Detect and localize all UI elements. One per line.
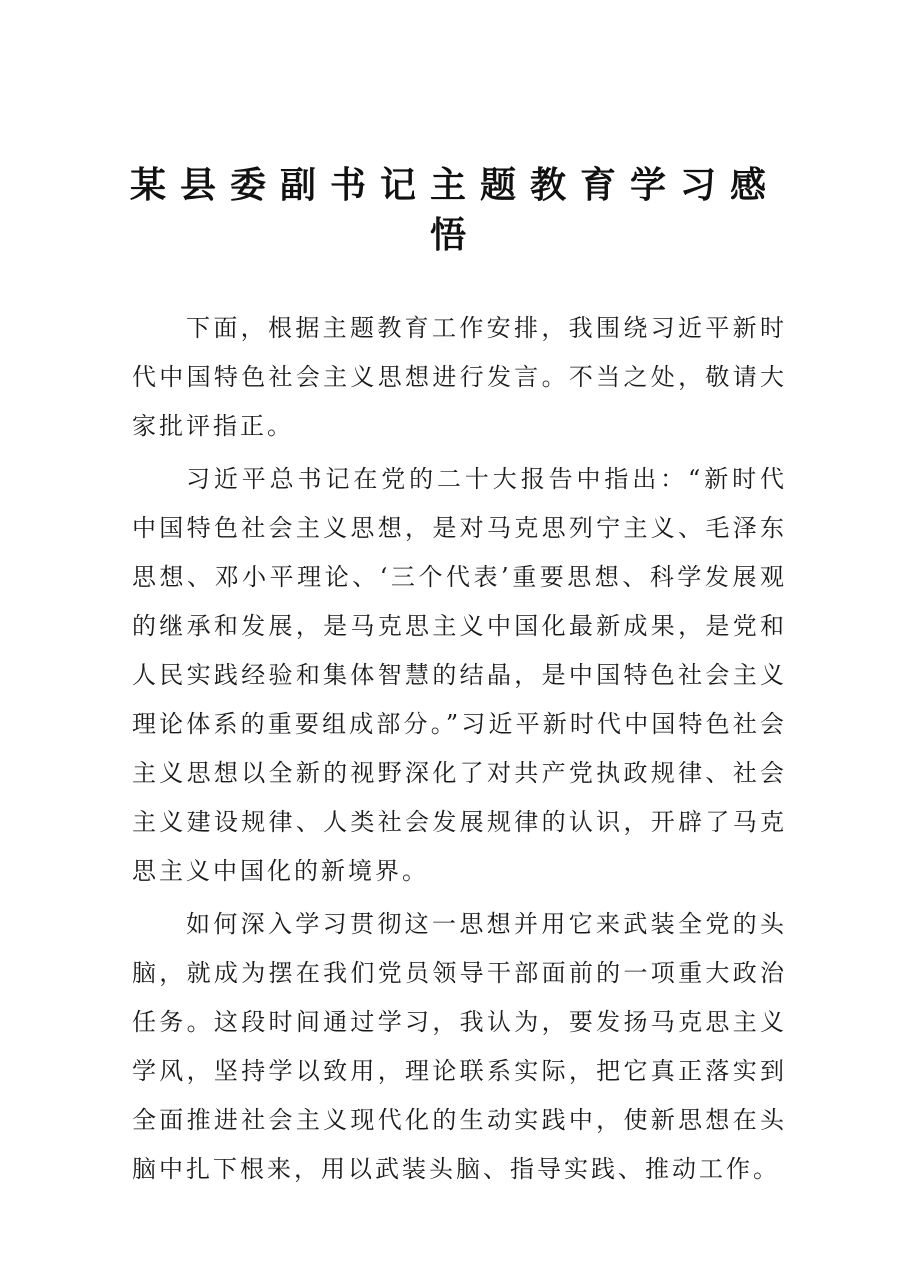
document-title: 某县委副书记主题教育学习感悟 <box>129 164 780 256</box>
paragraph-study: 如何深入学习贯彻这一思想并用它来武装全党的头脑，就成为摆在我们党员领导干部面前的一项重大政治任务。这段时间通过学习，我认为，要发扬马克思主义学风，坚持学以致用，理论联系实际，把它真正落实到全面推进社会主义现代化的生动实践中，使新思想在头脑中扎下根来，用以武装头脑、指导实践、推动工作。 <box>132 910 787 1183</box>
paragraph-quote: 习近平总书记在党的二十大报告中指出：“新时代中国特色社会主义思想，是对马克思列宁主义、毛泽东思想、邓小平理论、‘三个代表’重要思想、科学发展观的继承和发展，是马克思主义中国化最新成果，是党和人民实践经验和集体智慧的结晶，是中国特色社会主义理论体系的重要组成部分。”习近平新时代中国特色社会主义思想以全新的视野深化了对共产党执政规律、社会主义建设规律、人类社会发展规律的认识，开辟了马克思主义中国化的新境界。 <box>132 465 787 885</box>
paragraph-intro: 下面，根据主题教育工作安排，我围绕习近平新时代中国特色社会主义思想进行发言。不当之处，敬请大家批评指正。 <box>132 314 787 440</box>
document-body <box>132 304 787 1194</box>
